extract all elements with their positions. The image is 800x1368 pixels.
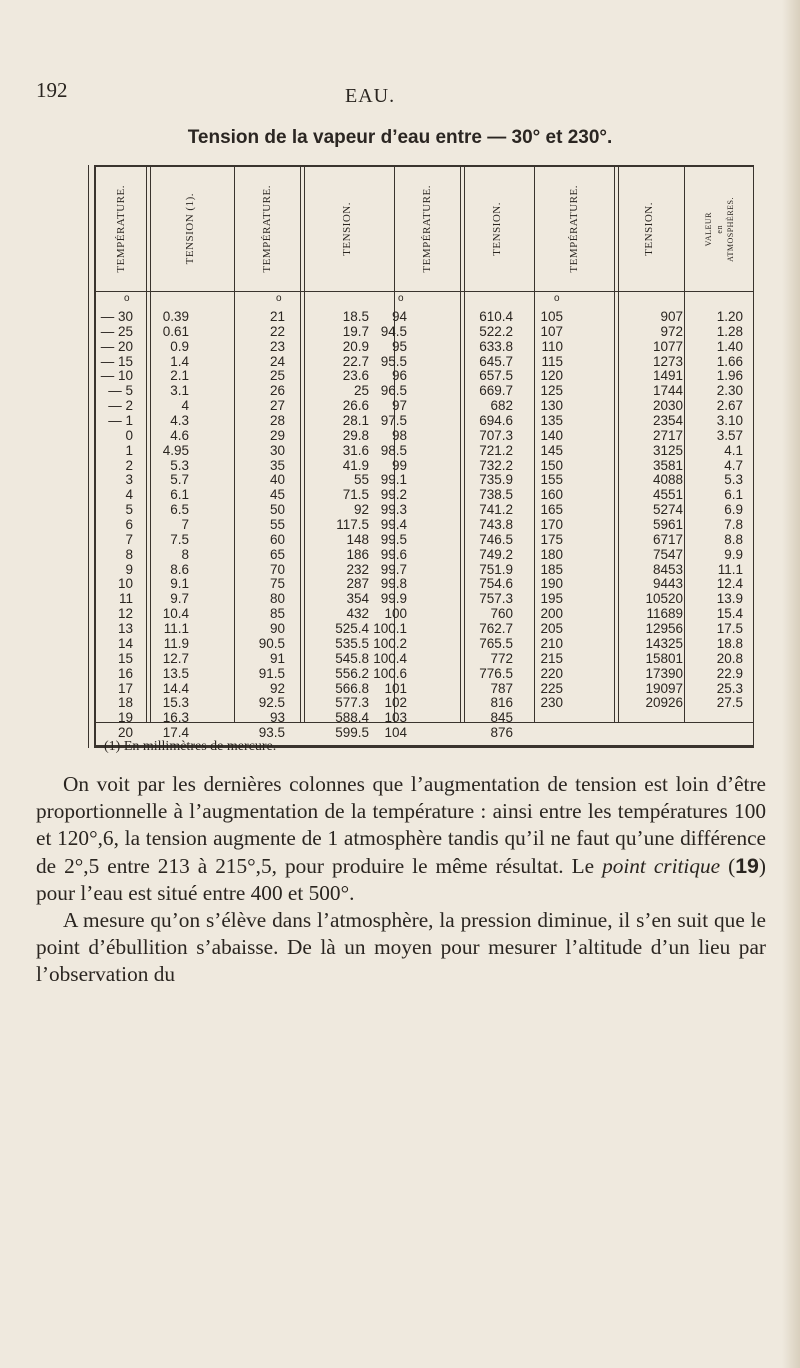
table-cell-t3: 99.2 [380, 487, 407, 503]
column-header-label: TEMPÉRATURE. [261, 185, 273, 273]
table-cell-t4: 120 [540, 368, 563, 384]
table-cell-t3: 99.1 [380, 472, 407, 488]
table-cell-p2: 186 [346, 546, 369, 562]
table-cell-t3: 99.6 [380, 546, 407, 562]
table-cell-p4: 20926 [645, 695, 683, 711]
table-cell-t4: 230 [540, 695, 563, 711]
table-cell-p3: 610.4 [479, 309, 513, 324]
table-cell-p2: 28.1 [342, 413, 369, 429]
table-cell-p4: 972 [660, 323, 683, 339]
table-cell-t3: 103 [384, 710, 407, 726]
body-text [36, 771, 766, 989]
table-cell-p3: 657.5 [479, 368, 513, 384]
table-cell-t2: 50 [269, 502, 285, 518]
table-cell-t4: 107 [540, 323, 563, 339]
table-cell-a4: 6.1 [724, 487, 743, 503]
column-header-label: TENSION. [491, 202, 503, 256]
table-cell-a4: 9.9 [724, 546, 743, 562]
table-cell-t4: 135 [540, 413, 563, 429]
table-cell-t2: 26 [269, 383, 285, 399]
table-cell-t1: 0 [125, 427, 133, 443]
table-cell-p2: 599.5 [335, 725, 369, 741]
column-header-t1 [96, 175, 146, 283]
table-cell-p4: 2030 [652, 398, 683, 414]
table-cell-a4: 1.96 [716, 368, 743, 384]
table-cell-t3: 97 [391, 398, 407, 414]
table-cell-t3: 98 [391, 427, 407, 443]
table-cell-t2: 40 [269, 472, 285, 488]
table-cell-p3: 760 [490, 606, 513, 622]
running-head: EAU. [345, 85, 396, 107]
table-cell-p2: 55 [353, 472, 369, 488]
table-cell-t3: 99.7 [380, 561, 407, 577]
table-cell-p4: 7547 [652, 546, 683, 562]
table-cell-t4: 125 [540, 383, 563, 399]
table-cell-p4: 5961 [652, 517, 683, 533]
table-cell-t4: 115 [541, 353, 563, 369]
table-cell-p1: 0.9 [170, 338, 189, 354]
table-cell-p4: 4088 [652, 472, 683, 488]
table-cell-t1: — 25 [100, 323, 133, 339]
table-cell-t1: 3 [125, 472, 133, 488]
table-cell-t3: 99.5 [380, 531, 407, 547]
degree-mark: o [398, 293, 404, 304]
table-cell-a4: 27.5 [716, 695, 743, 711]
table-cell-t1: 18 [117, 695, 133, 711]
table-cell-p3: 876 [490, 725, 513, 741]
table-cell-p4: 4551 [652, 487, 683, 503]
table-cell-p1: 12.7 [162, 650, 189, 666]
table-cell-a4: 1.66 [716, 353, 743, 369]
table-cell-p3: 816 [490, 695, 513, 711]
table-cell-a4: 1.28 [716, 323, 743, 339]
table-cell-p1: 10.4 [162, 606, 189, 622]
table-cell-t3: 100.1 [373, 621, 407, 637]
table-cell-p3: 694.6 [479, 413, 513, 429]
column-header-label: TENSION. [341, 202, 353, 256]
section-reference: 19 [735, 853, 759, 878]
table-cell-t4: 225 [540, 680, 563, 696]
table-cell-p3: 776.5 [479, 665, 513, 681]
table-cell-t2: 93.5 [258, 725, 285, 741]
table-cell-p1: 8 [181, 546, 189, 562]
table-cell-p4: 907 [660, 309, 683, 324]
table-cell-p4: 2717 [652, 427, 683, 443]
table-cell-t1: 8 [125, 546, 133, 562]
table-cell-p3: 741.2 [479, 502, 513, 518]
table-cell-t4: 160 [540, 487, 563, 503]
table-cell-p3: 765.5 [479, 635, 513, 651]
table-cell-t1: 19 [117, 710, 133, 726]
table-cell-t1: — 10 [100, 368, 133, 384]
table-cell-t1: — 2 [108, 398, 133, 414]
table-cell-p4: 10520 [645, 591, 683, 607]
table-cell-t2: 29 [269, 427, 285, 443]
table-cell-p4: 1744 [652, 383, 683, 399]
table-cell-t3: 96.5 [380, 383, 407, 399]
table-cell-p1: 9.1 [170, 576, 189, 592]
table-cell-t4: 165 [540, 502, 563, 518]
table-cell-p1: 16.3 [162, 710, 189, 726]
paragraph-1-text: On voit par les dernières colonnes que l’augmentation de tension est loin d’être proportionnelle à l’augmentation de la température : ainsi entre les températures 100 et 120°,6, la tension augmente de 1 atmosphère tandis qu’il ne faut qu’une différence de 2°,5 entre 213 à 215°,5, pour produire le même résultat. Le [36, 772, 766, 878]
degree-mark: o [276, 293, 282, 304]
table-cell-p1: 6.5 [170, 502, 189, 518]
column-header-p3 [460, 175, 534, 283]
table-cell-t2: 92 [269, 680, 285, 696]
table-cell-p4: 12956 [645, 621, 683, 637]
table-cell-a4: 25.3 [716, 680, 743, 696]
table-cell-p2: 20.9 [342, 338, 369, 354]
column-header-label: en [714, 224, 724, 234]
table-cell-t3: 100.4 [373, 650, 407, 666]
table-cell-t3: 97.5 [380, 413, 407, 429]
table-cell-p4: 15801 [645, 650, 683, 666]
table-cell-p2: 525.4 [335, 621, 369, 637]
table-cell-a4: 22.9 [716, 665, 743, 681]
table-cell-t1: — 15 [100, 353, 133, 369]
column-header-t2 [234, 175, 300, 283]
header-rule [96, 291, 753, 292]
table-cell-p4: 1077 [652, 338, 683, 354]
table-cell-t3: 95.5 [380, 353, 407, 369]
table-cell-t4: 155 [540, 472, 563, 488]
table-cell-t1: 12 [117, 606, 133, 622]
table-cell-t3: 99.4 [380, 517, 407, 533]
table-cell-t2: 60 [269, 531, 285, 547]
column-header-label: TEMPÉRATURE. [568, 185, 580, 273]
table-cell-t1: — 30 [100, 309, 133, 324]
table-cell-p2: 535.5 [335, 635, 369, 651]
table-cell-t2: 93 [269, 710, 285, 726]
table-cell-p3: 732.2 [479, 457, 513, 473]
table-cell-t3: 99 [391, 457, 407, 473]
table-cell-a4: 7.8 [724, 517, 743, 533]
table-cell-t2: 91.5 [258, 665, 285, 681]
table-footnote: (1) En millimètres de mercure. [104, 739, 277, 754]
table-cell-t1: 14 [117, 635, 133, 651]
table-cell-a4: 18.8 [716, 635, 743, 651]
table-cell-t1: — 1 [108, 413, 133, 429]
table-cell-p3: 633.8 [479, 338, 513, 354]
table-cell-p1: 7.5 [170, 531, 189, 547]
table-cell-p3: 645.7 [479, 353, 513, 369]
table-cell-p3: 738.5 [479, 487, 513, 503]
table-cell-t1: 11 [118, 591, 133, 607]
table-cell-t4: 130 [540, 398, 563, 414]
table-cell-p1: 4.6 [170, 427, 189, 443]
table-cell-t2: 70 [269, 561, 285, 577]
table-cell-p3: 669.7 [479, 383, 513, 399]
table-cell-p1: 11.9 [163, 635, 189, 651]
table-cell-a4: 11.1 [717, 561, 743, 577]
table-cell-p4: 9443 [652, 576, 683, 592]
table-cell-t1: 9 [125, 561, 133, 577]
column-header-p2 [300, 175, 394, 283]
table-cell-p1: 2.1 [170, 368, 189, 384]
table-cell-t4: 180 [540, 546, 563, 562]
table-cell-p4: 6717 [652, 531, 683, 547]
table-cell-t4: 200 [540, 606, 563, 622]
table-cell-p1: 4.95 [162, 442, 189, 458]
table-cell-t1: 20 [117, 725, 133, 741]
column-header-label: ATMOSPHÈRES. [725, 196, 735, 262]
table-cell-t3: 99.3 [380, 502, 407, 518]
table-cell-p3: 707.3 [479, 427, 513, 443]
table-cell-p2: 432 [346, 606, 369, 622]
table-cell-a4: 1.40 [716, 338, 743, 354]
table-cell-p3: 751.9 [479, 561, 513, 577]
table-cell-p2: 566.8 [335, 680, 369, 696]
table-cell-p1: 11.1 [163, 621, 189, 637]
table-cell-t1: 2 [125, 457, 133, 473]
table-cell-t1: 17 [117, 680, 133, 696]
table-cell-p3: 735.9 [479, 472, 513, 488]
table-cell-p4: 3125 [652, 442, 683, 458]
column-header-label: TENSION. [643, 202, 655, 256]
table-cell-a4: 20.8 [716, 650, 743, 666]
table-cell-t1: — 20 [100, 338, 133, 354]
paragraph-1 [36, 771, 766, 907]
table-cell-t4: 205 [540, 621, 563, 637]
table-cell-t4: 145 [540, 442, 563, 458]
table-cell-p3: 522.2 [479, 323, 513, 339]
table-cell-t3: 96 [391, 368, 407, 384]
table-cell-t1: 16 [117, 665, 133, 681]
table-cell-p3: 721.2 [479, 442, 513, 458]
table-cell-p1: 7 [181, 517, 189, 533]
table-cell-t4: 220 [540, 665, 563, 681]
table-cell-p4: 8453 [652, 561, 683, 577]
footnote-rule [96, 722, 753, 723]
table-cell-p2: 19.7 [342, 323, 369, 339]
table-cell-p1: 1.4 [170, 353, 189, 369]
table-cell-a4: 2.67 [716, 398, 743, 414]
table-cell-p2: 588.4 [335, 710, 369, 726]
table-cell-t3: 100.6 [373, 665, 407, 681]
table-cell-p2: 71.5 [342, 487, 369, 503]
table-cell-t4: 185 [540, 561, 563, 577]
degree-mark: o [554, 293, 560, 304]
table-cell-p2: 117.5 [336, 517, 369, 533]
table-cell-p2: 22.7 [342, 353, 369, 369]
degree-mark: o [124, 293, 130, 304]
table-cell-p2: 148 [346, 531, 369, 547]
table-cell-p3: 772 [490, 650, 513, 666]
table-cell-a4: 12.4 [716, 576, 743, 592]
table-cell-p1: 17.4 [162, 725, 189, 741]
table-cell-p1: 0.61 [162, 323, 189, 339]
table-cell-p4: 3581 [652, 457, 683, 473]
table-cell-p4: 1491 [652, 368, 683, 384]
table-cell-p2: 232 [346, 561, 369, 577]
table-cell-a4: 13.9 [716, 591, 743, 607]
table-cell-p2: 92 [353, 502, 369, 518]
table-cell-p2: 23.6 [342, 368, 369, 384]
table-cell-p1: 4 [181, 398, 189, 414]
table-cell-a4: 3.10 [716, 413, 743, 429]
table-cell-a4: 6.9 [724, 502, 743, 518]
table-cell-p2: 556.2 [335, 665, 369, 681]
table-cell-p1: 3.1 [170, 383, 189, 399]
table-cell-t2: 23 [269, 338, 285, 354]
table-cell-t3: 94.5 [380, 323, 407, 339]
table-cell-p3: 762.7 [479, 621, 513, 637]
table-cell-p1: 0.39 [162, 309, 189, 324]
table-cell-p3: 749.2 [479, 546, 513, 562]
table-cell-t4: 210 [540, 635, 563, 651]
table-cell-p1: 15.3 [162, 695, 189, 711]
table-cell-t3: 104 [384, 725, 407, 741]
table-cell-t3: 95 [391, 338, 407, 354]
table-title: Tension de la vapeur d’eau entre — 30° et 230°. [187, 127, 613, 148]
table-cell-t3: 101 [384, 680, 407, 696]
paragraph-2: A mesure qu’on s’élève dans l’atmosphère, la pression diminue, il s’en suit que le point d’ébullition s’abaisse. De là un moyen pour mesurer l’altitude d’un lieu par l’observation du [36, 908, 766, 987]
table-cell-a4: 4.7 [724, 457, 743, 473]
table-cell-p2: 25 [353, 383, 369, 399]
table-cell-a4: 17.5 [716, 621, 743, 637]
table-cell-t1: 13 [117, 621, 133, 637]
table-cell-p1: 13.5 [162, 665, 189, 681]
page-number: 192 [36, 78, 68, 102]
column-header-label: TENSION (1). [184, 193, 196, 265]
table-cell-t1: 6 [125, 517, 133, 533]
table-cell-p1: 4.3 [170, 413, 189, 429]
table-cell-t2: 90.5 [258, 635, 285, 651]
table-cell-p3: 754.6 [479, 576, 513, 592]
table-cell-t1: — 5 [108, 383, 133, 399]
table-cell-t2: 45 [269, 487, 285, 503]
table-cell-p2: 577.3 [335, 695, 369, 711]
table-cell-p4: 1273 [652, 353, 683, 369]
point-critique-term: point critique [602, 853, 721, 878]
column-header-label: VALEUR [703, 211, 713, 247]
table-cell-t4: 190 [540, 576, 563, 592]
table-cell-t2: 27 [269, 398, 285, 414]
table-cell-p2: 545.8 [335, 650, 369, 666]
table-cell-p3: 682 [490, 398, 513, 414]
table-cell-t4: 140 [540, 427, 563, 443]
column-header-p4 [614, 175, 684, 283]
paragraph-1-text-c: ) pour l’eau est situé entre 400 et 500°. [36, 853, 766, 905]
table-cell-p4: 14325 [645, 635, 683, 651]
table-cell-p1: 5.7 [170, 472, 189, 488]
table-cell-t2: 21 [269, 309, 285, 324]
table-cell-p2: 41.9 [342, 457, 369, 473]
table-cell-t2: 85 [269, 606, 285, 622]
table-cell-t2: 92.5 [258, 695, 285, 711]
table-cell-t3: 100.2 [373, 635, 407, 651]
column-header-p1 [146, 175, 234, 283]
table-cell-p3: 845 [490, 710, 513, 726]
table-cell-t2: 80 [269, 591, 285, 607]
table-cell-p2: 26.6 [342, 398, 369, 414]
table-cell-p4: 5274 [652, 502, 683, 518]
table-cell-t1: 10 [117, 576, 133, 592]
table-cell-p3: 787 [490, 680, 513, 696]
table-cell-t3: 94 [391, 309, 407, 324]
table-cell-p4: 19097 [645, 680, 683, 696]
table-cell-p1: 5.3 [170, 457, 189, 473]
table-cell-t2: 30 [269, 442, 285, 458]
table-cell-t4: 105 [540, 309, 563, 324]
column-header-a4 [684, 175, 754, 283]
table-cell-t2: 65 [269, 546, 285, 562]
table-cell-a4: 1.20 [716, 309, 743, 324]
table-cell-t2: 55 [269, 517, 285, 533]
table-cell-t2: 75 [269, 576, 285, 592]
table-cell-t1: 7 [125, 531, 133, 547]
table-cell-a4: 2.30 [716, 383, 743, 399]
table-cell-p4: 2354 [652, 413, 683, 429]
table-cell-p2: 31.6 [342, 442, 369, 458]
table-cell-a4: 8.8 [724, 531, 743, 547]
table-cell-p1: 6.1 [170, 487, 189, 503]
table-cell-t2: 25 [269, 368, 285, 384]
table-cell-t2: 90 [269, 621, 285, 637]
table-cell-a4: 4.1 [724, 442, 743, 458]
table-cell-p2: 354 [346, 591, 369, 607]
table-cell-t2: 22 [269, 323, 285, 339]
vapor-pressure-table [94, 165, 754, 748]
table-cell-t2: 35 [269, 457, 285, 473]
table-cell-t1: 1 [125, 442, 133, 458]
table-cell-t2: 24 [269, 353, 285, 369]
table-cell-p2: 29.8 [342, 427, 369, 443]
table-cell-a4: 3.57 [716, 427, 743, 443]
table-cell-t1: 4 [125, 487, 133, 503]
table-cell-p4: 11689 [646, 606, 683, 622]
table-cell-t3: 102 [384, 695, 407, 711]
table-cell-t4: 150 [540, 457, 563, 473]
table-cell-p1: 9.7 [170, 591, 189, 607]
table-cell-t4: 110 [541, 338, 563, 354]
table-cell-p3: 757.3 [479, 591, 513, 607]
table-cell-t4: 175 [540, 531, 563, 547]
table-cell-p1: 14.4 [162, 680, 189, 696]
table-cell-t1: 15 [117, 650, 133, 666]
table-cell-p1: 8.6 [170, 561, 189, 577]
table-cell-p3: 743.8 [479, 517, 513, 533]
table-cell-t3: 99.9 [380, 591, 407, 607]
table-cell-p2: 287 [346, 576, 369, 592]
column-header-label: TEMPÉRATURE. [115, 185, 127, 273]
table-cell-a4: 5.3 [724, 472, 743, 488]
table-cell-t3: 99.8 [380, 576, 407, 592]
table-cell-t4: 195 [540, 591, 563, 607]
table-cell-p4: 17390 [645, 665, 683, 681]
table-cell-t3: 98.5 [380, 442, 407, 458]
table-cell-t4: 215 [540, 650, 563, 666]
table-cell-t4: 170 [540, 517, 563, 533]
table-cell-t1: 5 [125, 502, 133, 518]
column-header-t4 [534, 175, 614, 283]
table-cell-t2: 91 [269, 650, 285, 666]
table-cell-a4: 15.4 [716, 606, 743, 622]
table-cell-p3: 746.5 [479, 531, 513, 547]
table-cell-t3: 100 [384, 606, 407, 622]
page-edge-shadow [782, 0, 800, 1368]
column-header-t3 [394, 175, 460, 283]
table-cell-p2: 18.5 [342, 309, 369, 324]
table-cell-t2: 28 [269, 413, 285, 429]
paragraph-1-text-b: ( [720, 853, 736, 878]
column-header-label: TEMPÉRATURE. [421, 185, 433, 273]
